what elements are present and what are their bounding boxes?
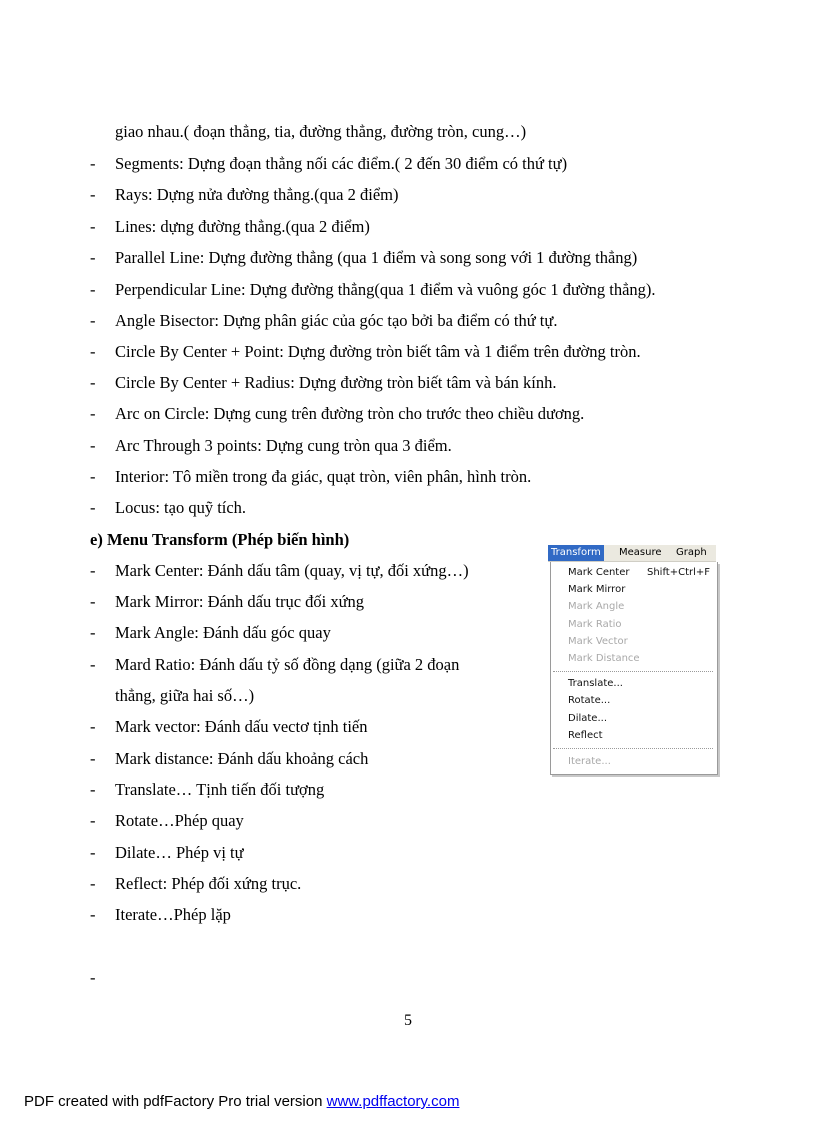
list-item-text: Mark Angle: Đánh dấu góc quay <box>115 623 331 642</box>
list-item-text: Circle By Center + Radius: Dựng đường tròn biết tâm và bán kính. <box>115 373 557 392</box>
list-item-text: Lines: dựng đường thẳng.(qua 2 điểm) <box>115 217 370 236</box>
bullet-dash: - <box>90 780 96 799</box>
list-item-text: Rays: Dựng nửa đường thẳng.(qua 2 điểm) <box>115 185 399 204</box>
section-heading: e) Menu Transform (Phép biến hình) <box>90 530 350 549</box>
bullet-dash: - <box>90 248 96 267</box>
list-item-text: Arc on Circle: Dựng cung trên đường tròn cho trước theo chiều dương. <box>115 404 585 423</box>
bullet-dash: - <box>90 436 96 455</box>
menu-item-dilate: Dilate... <box>568 713 607 724</box>
page-number: 5 <box>404 1012 412 1029</box>
list-item-text: Circle By Center + Point: Dựng đường tròn biết tâm và 1 điểm trên đường tròn. <box>115 342 641 361</box>
menu-item-translate: Translate... <box>568 678 623 689</box>
list-item-text: Locus: tạo quỹ tích. <box>115 498 247 517</box>
bullet-dash: - <box>90 185 96 204</box>
list-item-text: Iterate…Phép lặp <box>115 905 231 924</box>
ratio-continuation: thẳng, giữa hai số…) <box>115 686 255 705</box>
bullet-dash: - <box>90 717 96 736</box>
menu-separator <box>553 748 713 750</box>
menu-bar <box>548 545 716 562</box>
list-item-text: Interior: Tô miền trong đa giác, quạt tròn, viên phân, hình tròn. <box>115 467 532 486</box>
bullet-dash: - <box>90 874 96 893</box>
menu-item-mark-center: Mark Center <box>568 567 630 578</box>
footer-link[interactable]: www.pdffactory.com <box>326 1093 460 1110</box>
bullet-dash: - <box>90 498 96 517</box>
list-item-text: Arc Through 3 points: Dựng cung tròn qua 3 điểm. <box>115 436 452 455</box>
list-item-text: Mark vector: Đánh dấu vectơ tịnh tiến <box>115 717 368 736</box>
footer-text: PDF created with pdfFactory Pro trial version <box>24 1093 327 1110</box>
bullet-dash: - <box>90 843 96 862</box>
bullet-dash: - <box>90 655 96 674</box>
bullet-dash: - <box>90 404 96 423</box>
bullet-dash: - <box>90 342 96 361</box>
list-item-text: Reflect: Phép đối xứng trục. <box>115 874 302 893</box>
bullet-dash: - <box>90 968 96 987</box>
bullet-dash: - <box>90 811 96 830</box>
list-item-text: Angle Bisector: Dựng phân giác của góc tạo bởi ba điểm có thứ tự. <box>115 311 558 330</box>
bullet-dash: - <box>90 280 96 299</box>
list-item-text: Parallel Line: Dựng đường thẳng (qua 1 điểm và song song với 1 đường thẳng) <box>115 248 638 267</box>
bullet-dash: - <box>90 467 96 486</box>
list-item-text: Rotate…Phép quay <box>115 811 244 830</box>
menu-item-mark-ratio: Mark Ratio <box>568 619 622 630</box>
menu-separator <box>553 671 713 673</box>
pdf-footer <box>24 1093 459 1110</box>
list-item-text: Dilate… Phép vị tự <box>115 843 244 862</box>
bullet-dash: - <box>90 154 96 173</box>
bullet-dash: - <box>90 373 96 392</box>
menu-item-reflect: Reflect <box>568 730 603 741</box>
list-item-text: Mark distance: Đánh dấu khoảng cách <box>115 749 369 768</box>
menu-item-mark-vector: Mark Vector <box>568 636 628 647</box>
menu-item-mark-mirror: Mark Mirror <box>568 584 626 595</box>
menu-graph: Graph <box>676 547 707 558</box>
bullet-dash: - <box>90 217 96 236</box>
list-item-text: Perpendicular Line: Dựng đường thẳng(qua 1 điểm và vuông góc 1 đường thẳng). <box>115 280 656 299</box>
bullet-dash: - <box>90 311 96 330</box>
transform-dropdown <box>550 562 718 775</box>
menu-shortcut: Shift+Ctrl+F <box>647 567 711 578</box>
list-item-text: Segments: Dựng đoạn thẳng nối các điểm.( 2 đến 30 điểm có thứ tự) <box>115 154 568 173</box>
continuation-line: giao nhau.( đoạn thẳng, tia, đường thẳng, đường tròn, cung…) <box>115 122 527 141</box>
bullet-dash: - <box>90 749 96 768</box>
transform-menu-screenshot <box>548 545 716 774</box>
menu-transform: Transform <box>548 545 604 561</box>
bullet-dash: - <box>90 592 96 611</box>
menu-item-mark-distance: Mark Distance <box>568 653 640 664</box>
list-item-text: Mark Mirror: Đánh dấu trục đối xứng <box>115 592 365 611</box>
list-item-text: Mard Ratio: Đánh dấu tỷ số đồng dạng (giữa 2 đoạn <box>115 655 460 674</box>
bullet-dash: - <box>90 905 96 924</box>
menu-item-iterate: Iterate... <box>568 756 611 767</box>
list-item-text: Mark Center: Đánh dấu tâm (quay, vị tự, đối xứng…) <box>115 561 469 580</box>
bullet-dash: - <box>90 623 96 642</box>
menu-item-rotate: Rotate... <box>568 695 611 706</box>
bullet-dash: - <box>90 561 96 580</box>
menu-measure: Measure <box>619 547 662 558</box>
list-item-text: Translate… Tịnh tiến đối tượng <box>115 780 325 799</box>
menu-item-mark-angle: Mark Angle <box>568 601 625 612</box>
